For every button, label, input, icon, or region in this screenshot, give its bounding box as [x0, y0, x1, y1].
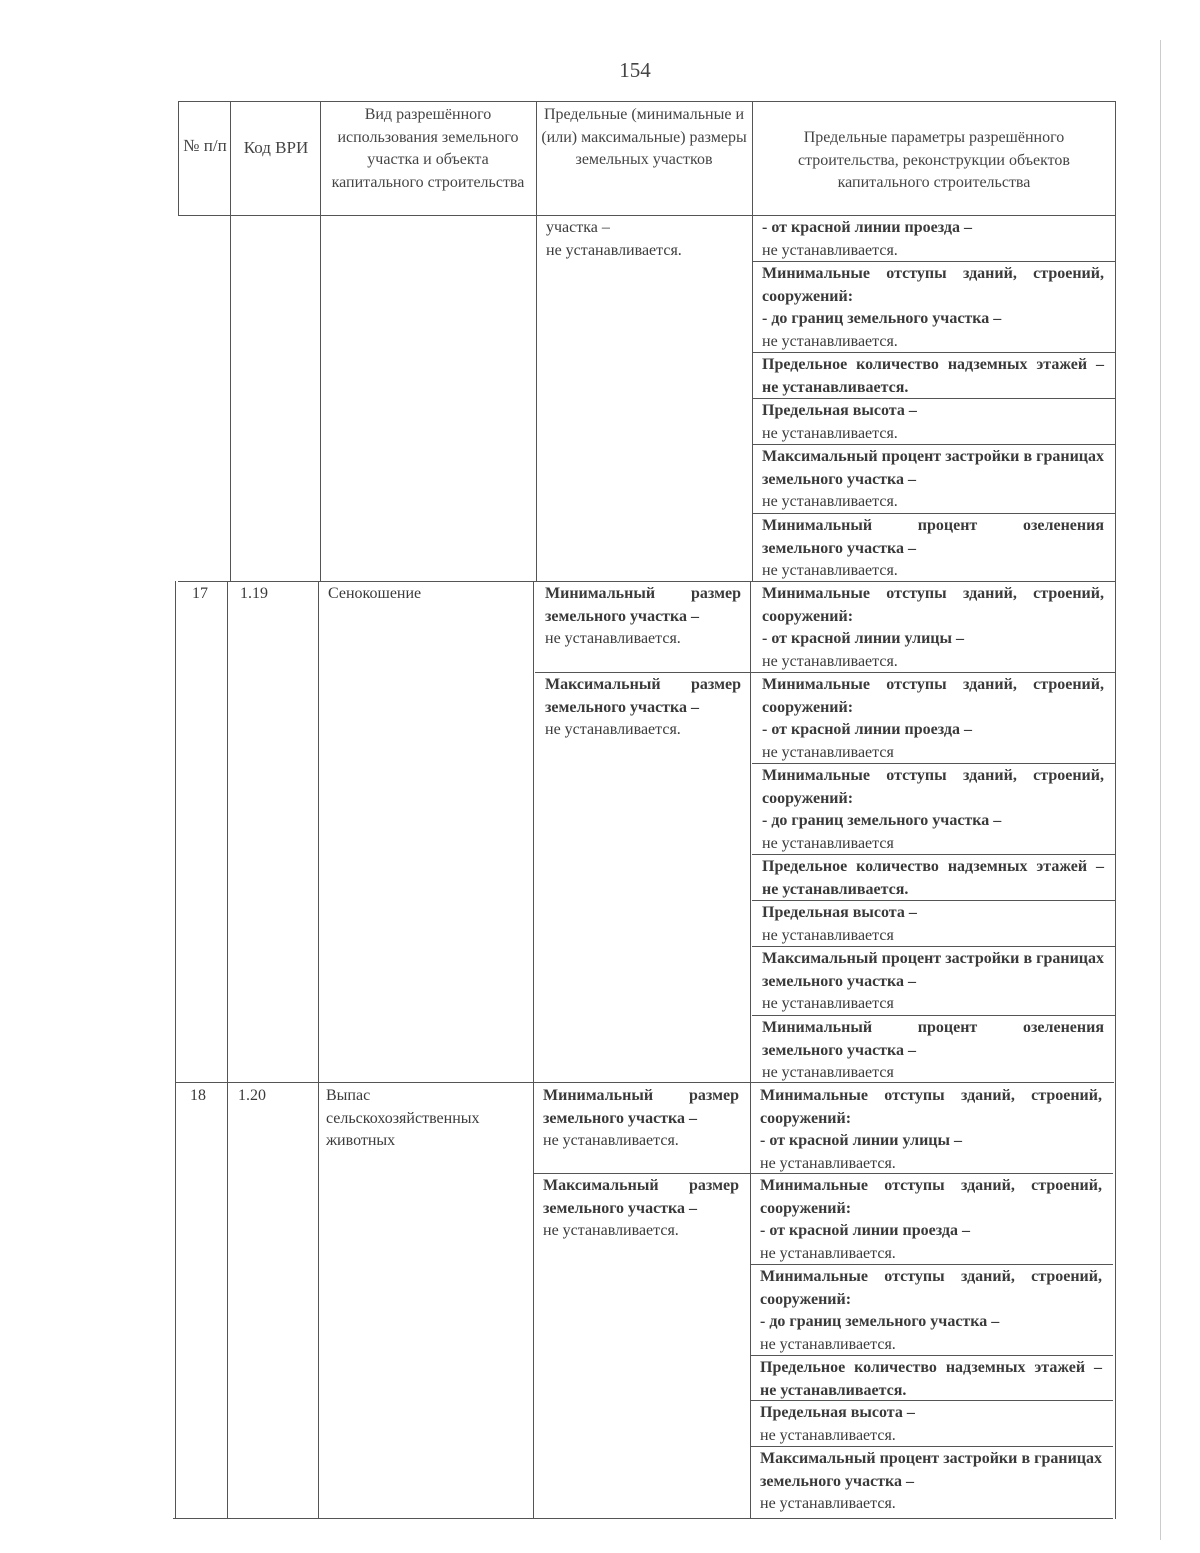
- rule: [227, 581, 228, 1519]
- param-bold: Минимальные отступы зданий, строений, сооружений: - до границ земельного участка –: [760, 1268, 1102, 1330]
- param-value: не устанавливается: [762, 995, 894, 1012]
- rule: [178, 101, 1116, 102]
- param-bold: Минимальные отступы зданий, строений, сооружений: - до границ земельного участка –: [762, 767, 1104, 829]
- size-bold: Максимальный размер земельного участка –: [543, 1177, 739, 1217]
- row18-param-1: [760, 1085, 1102, 1175]
- param-value: не устанавливается.: [760, 1495, 896, 1512]
- cont-param-5: [762, 446, 1104, 514]
- rule: [230, 101, 231, 581]
- param-bold: Минимальные отступы зданий, строений, сооружений: - до границ земельного участка –: [762, 265, 1104, 327]
- row17-param-5: [762, 902, 1104, 947]
- param-value: не устанавливается: [762, 743, 894, 761]
- param-bold: Максимальный процент застройки в границах земельного участка –: [762, 950, 1104, 990]
- rule: [536, 101, 537, 581]
- row17-param-1: [762, 583, 1104, 673]
- page-number: 154: [619, 58, 651, 82]
- size-value: не устанавливается.: [545, 630, 681, 647]
- row17-param-4: Предельное количество надземных этажей – не устанавливается.: [762, 858, 1104, 898]
- size-bold: Минимальный размер земельного участка –: [545, 585, 741, 625]
- row18-param-6: [760, 1448, 1102, 1516]
- row18-max-size: [543, 1175, 739, 1243]
- rule: [752, 101, 753, 581]
- param-value: не устанавливается.: [762, 241, 898, 259]
- row18-param-4: Предельное количество надземных этажей – не устанавливается.: [760, 1359, 1102, 1399]
- rule: [178, 101, 179, 216]
- rule: [178, 215, 1116, 216]
- header-code: Код ВРИ: [243, 138, 309, 157]
- param-bold: Минимальный процент озеленения земельного участка –: [762, 517, 1104, 557]
- param-bold: - от красной линии проезда –: [762, 219, 972, 236]
- param-value: не устанавливается.: [762, 332, 898, 350]
- row17-param-2: [762, 674, 1104, 764]
- param-value: не устанавливается.: [760, 1244, 896, 1262]
- param-value: не устанавливается.: [762, 562, 898, 579]
- row18-param-2: [760, 1175, 1102, 1265]
- row17-param-6: [762, 948, 1104, 1016]
- param-bold: Предельная высота –: [760, 1404, 915, 1421]
- row18-num: 18: [190, 1087, 206, 1104]
- row18-min-size: [543, 1085, 739, 1153]
- row17-use: Сенокошение: [328, 585, 422, 602]
- row18-param-5: [760, 1402, 1102, 1447]
- header-params: Предельные параметры разрешённого строительства, реконструкции объектов капитального строительства: [798, 129, 1070, 191]
- param-value: не устанавливается.: [762, 652, 898, 670]
- row17-code: 1.19: [240, 585, 268, 602]
- header-num: № п/п: [183, 136, 227, 155]
- param-bold: Максимальный процент застройки в границах земельного участка –: [760, 1450, 1102, 1490]
- param-value: не устанавливается: [762, 1064, 894, 1081]
- rule: [175, 581, 176, 1519]
- size-bold: Максимальный размер земельного участка –: [545, 676, 741, 716]
- param-value: не устанавливается: [762, 834, 894, 852]
- row18-use: Выпас сельскохозяйственных животных: [326, 1087, 480, 1149]
- rule: [173, 1518, 1113, 1519]
- row17-num: 17: [192, 585, 208, 602]
- cont-param-6: [762, 515, 1104, 583]
- cont-param-2: [762, 263, 1104, 353]
- row17-param-3: [762, 765, 1104, 855]
- param-value: не устанавливается.: [762, 424, 898, 442]
- param-value: не устанавливается: [762, 926, 894, 944]
- row18-param-3: [760, 1266, 1102, 1356]
- param-value: не устанавливается.: [760, 1154, 896, 1172]
- cont-sizes: участка – не устанавливается.: [546, 219, 682, 259]
- rule: [533, 581, 534, 1519]
- row17-min-size: [545, 583, 741, 651]
- header-sizes: Предельные (минимальные и (или) максимальные) размеры земельных участков: [541, 106, 747, 168]
- param-value: не устанавливается.: [762, 493, 898, 510]
- rule: [1115, 101, 1116, 1519]
- param-bold: Минимальные отступы зданий, строений, сооружений: - от красной линии улицы –: [760, 1087, 1102, 1149]
- cont-param-3: Предельное количество надземных этажей – не устанавливается.: [762, 356, 1104, 396]
- param-value: не устанавливается.: [760, 1426, 896, 1444]
- size-value: не устанавливается.: [543, 1222, 679, 1239]
- header-use: Вид разрешённого использования земельного участка и объекта капитального строительства: [331, 106, 525, 191]
- cont-param-4: [762, 400, 1104, 445]
- param-bold: Минимальный процент озеленения земельного участка –: [762, 1019, 1104, 1059]
- size-value: не устанавливается.: [545, 721, 681, 738]
- rule: [318, 581, 319, 1519]
- size-bold: Минимальный размер земельного участка –: [543, 1087, 739, 1127]
- param-bold: Максимальный процент застройки в границах земельного участка –: [762, 448, 1104, 488]
- size-value: не устанавливается.: [543, 1132, 679, 1149]
- row18-code: 1.20: [238, 1087, 266, 1104]
- param-value: не устанавливается.: [760, 1335, 896, 1353]
- param-bold: Минимальные отступы зданий, строений, сооружений: - от красной линии улицы –: [762, 585, 1104, 647]
- cont-param-1: [762, 217, 1104, 262]
- param-bold: Предельная высота –: [762, 402, 917, 419]
- param-bold: Предельная высота –: [762, 904, 917, 921]
- param-bold: Минимальные отступы зданий, строений, сооружений: - от красной линии проезда –: [760, 1177, 1102, 1239]
- row17-max-size: [545, 674, 741, 742]
- rule: [320, 101, 321, 581]
- param-bold: Минимальные отступы зданий, строений, сооружений: - от красной линии проезда –: [762, 676, 1104, 738]
- rule: [750, 581, 751, 1519]
- row17-param-7: [762, 1017, 1104, 1085]
